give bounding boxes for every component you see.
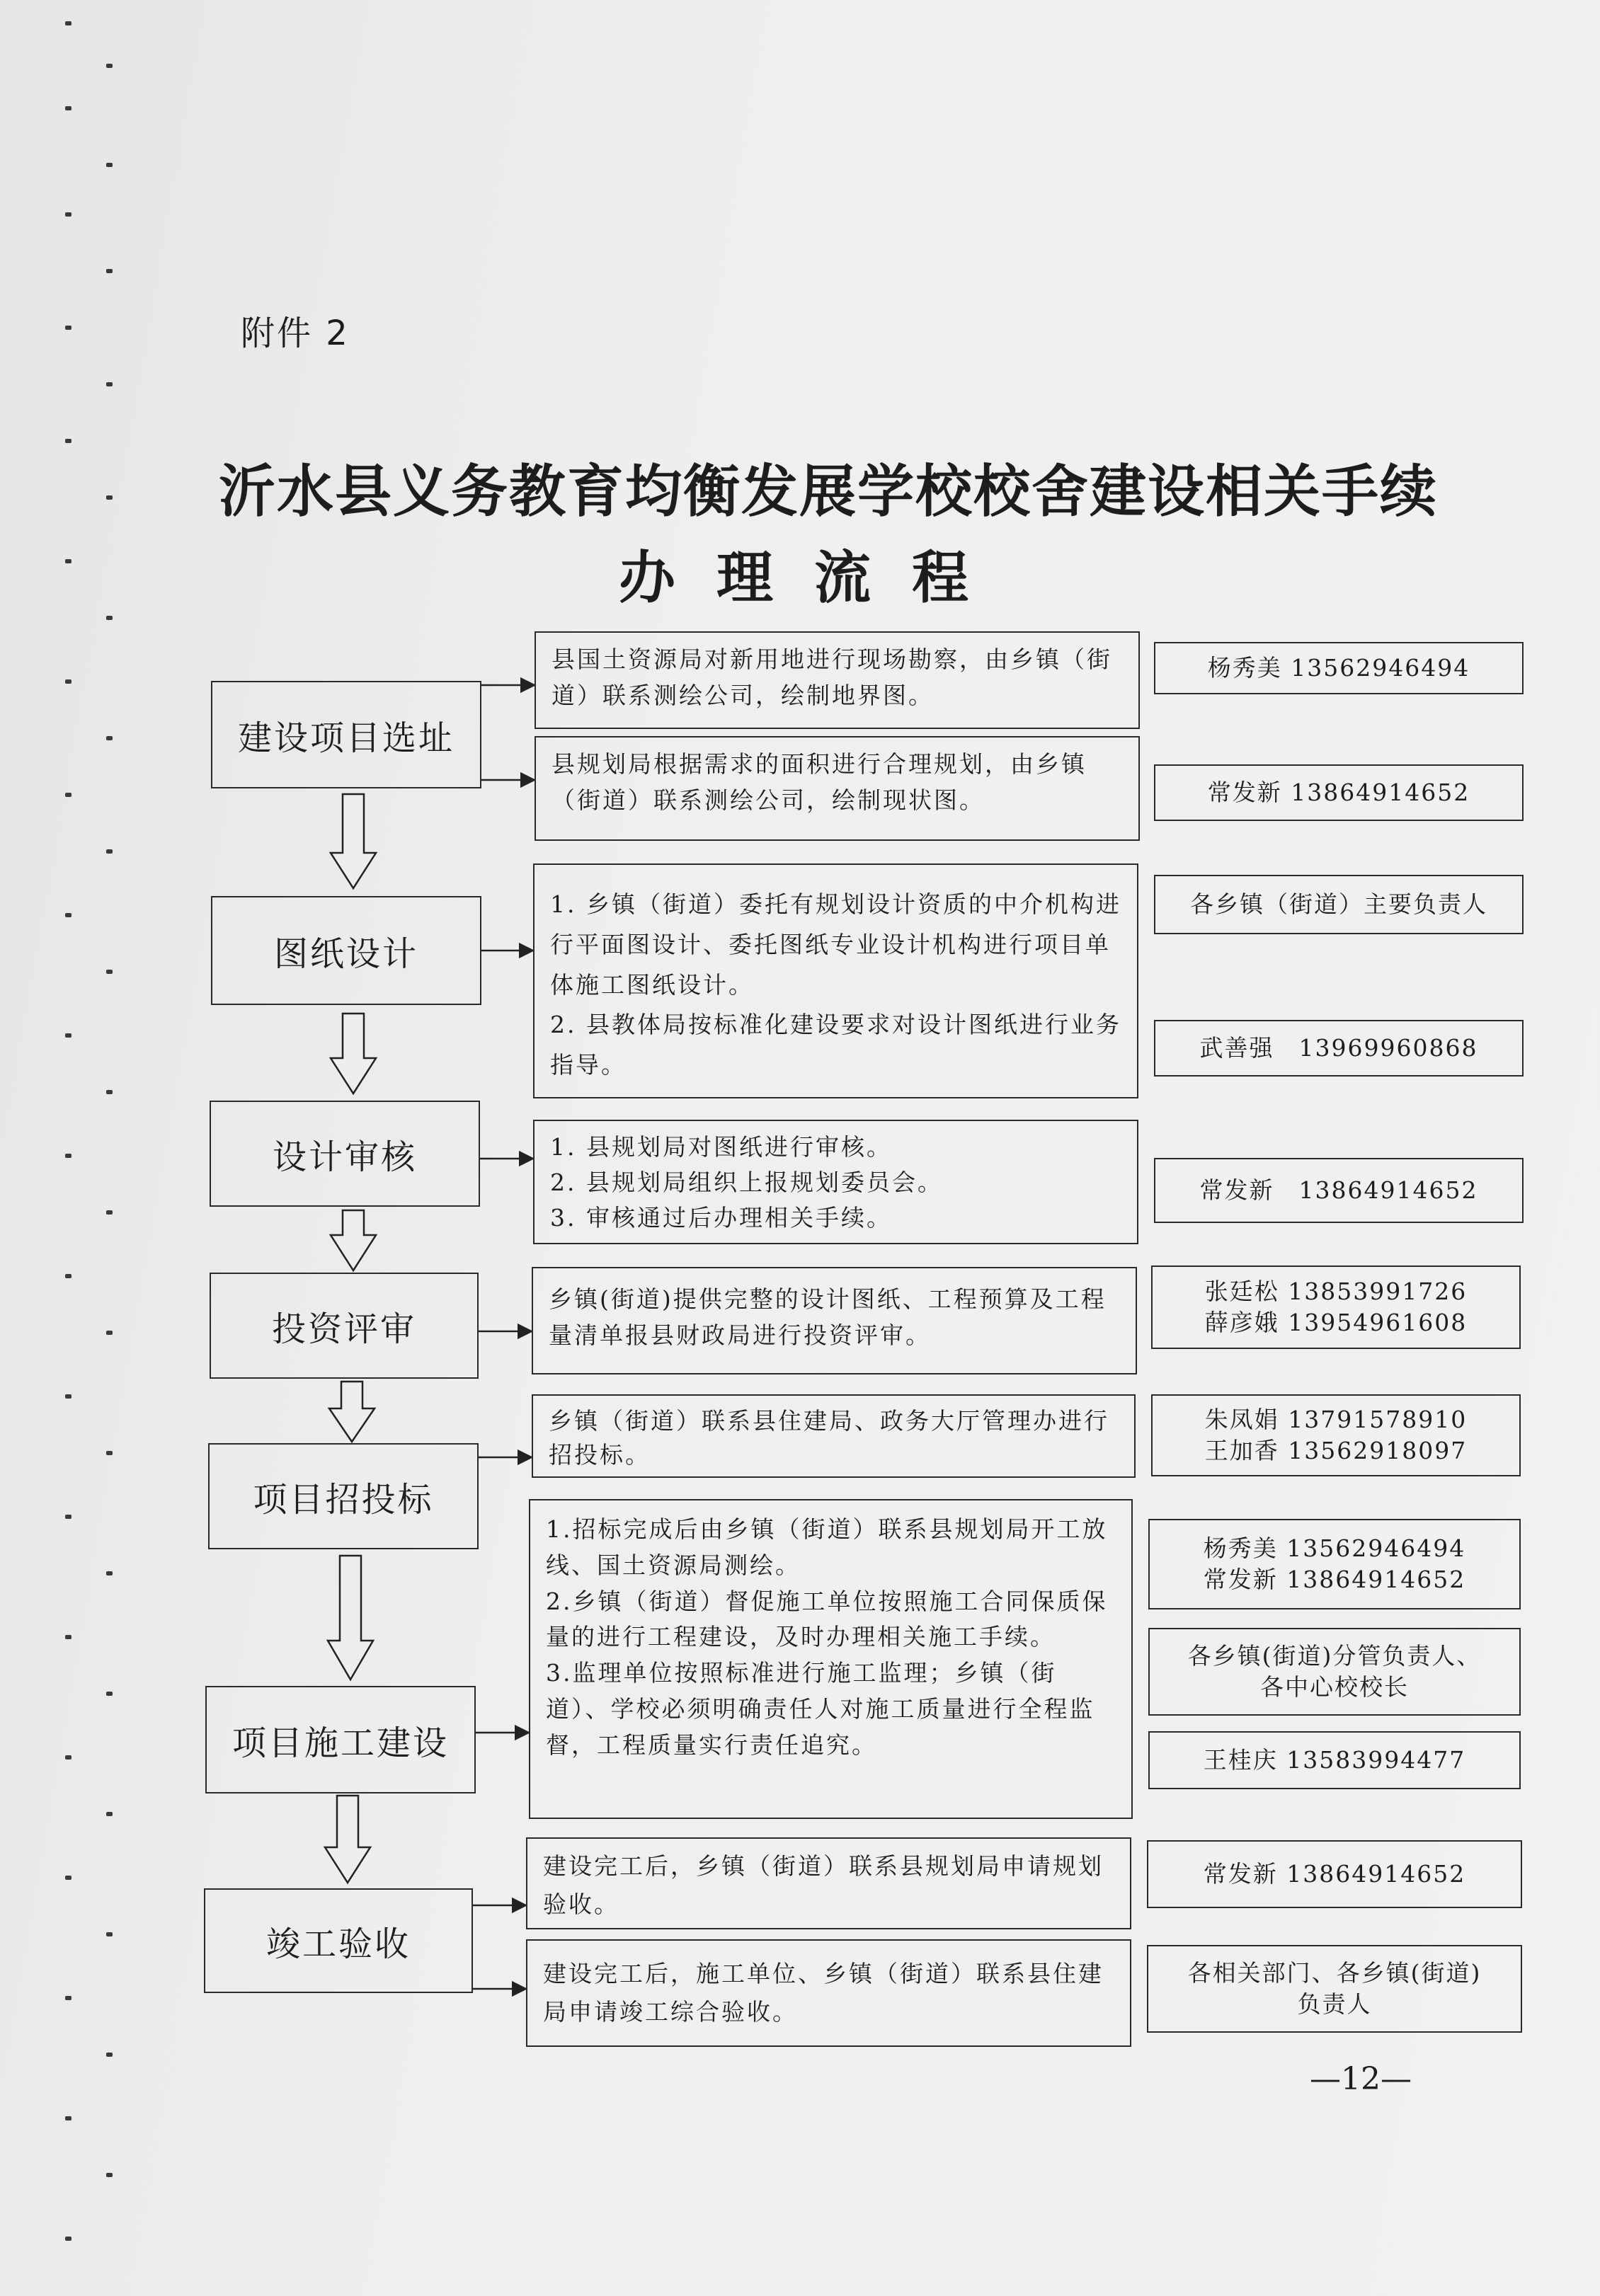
step-description: 县规划局根据需求的面积进行合理规划，由乡镇（街道）联系测绘公司，绘制现状图。 — [535, 736, 1140, 841]
step-box: 投资评审 — [210, 1273, 479, 1379]
step-description: 乡镇(街道)提供完整的设计图纸、工程预算及工程量清单报县财政局进行投资评审。 — [532, 1267, 1137, 1374]
contact-box: 常发新 13864914652 — [1154, 764, 1524, 821]
arrow-down — [331, 1014, 376, 1094]
step-box: 项目施工建设 — [205, 1686, 476, 1793]
contact-box: 各乡镇（街道）主要负责人 — [1154, 875, 1524, 934]
page-number: —12— — [1310, 2061, 1412, 2097]
contact-box: 武善强 13969960868 — [1154, 1020, 1524, 1077]
arrow-down — [329, 1382, 375, 1442]
contact-box: 常发新 13864914652 — [1154, 1158, 1524, 1223]
document-title: 沂水县义务教育均衡发展学校校舍建设相关手续 — [219, 458, 1438, 524]
arrow-down — [325, 1796, 370, 1883]
step-description: 建设完工后，乡镇（街道）联系县规划局申请规划验收。 — [526, 1837, 1131, 1929]
step-box: 图纸设计 — [211, 896, 481, 1005]
arrow-down — [328, 1556, 373, 1680]
contact-box: 张廷松 13853991726 薛彦娥 13954961608 — [1151, 1265, 1521, 1349]
step-box: 项目招投标 — [208, 1443, 479, 1549]
arrow-down — [331, 794, 376, 888]
step-box: 设计审核 — [210, 1101, 480, 1207]
arrow-down — [331, 1210, 376, 1270]
step-description: 建设完工后，施工单位、乡镇（街道）联系县住建局申请竣工综合验收。 — [526, 1939, 1131, 2047]
step-box: 建设项目选址 — [211, 681, 481, 788]
contact-box: 杨秀美 13562946494 常发新 13864914652 — [1148, 1519, 1521, 1609]
contact-box: 王桂庆 13583994477 — [1148, 1731, 1521, 1789]
step-description: 1.招标完成后由乡镇（街道）联系县规划局开工放线、国土资源局测绘。 2.乡镇（街道）督促施工单位按照施工合同保质保量的进行工程建设，及时办理相关施工手续。 3.监理单位按照标准进行施工监理；乡镇（街道）、学校必须明确责任人对施工质量进行全程监督，工程质量实行责任追究。 — [529, 1499, 1133, 1819]
contact-box: 各相关部门、各乡镇(街道) 负责人 — [1147, 1945, 1522, 2033]
step-box: 竣工验收 — [204, 1888, 473, 1993]
step-description: 1. 县规划局对图纸进行审核。 2. 县规划局组织上报规划委员会。 3. 审核通过后办理相关手续。 — [533, 1120, 1138, 1244]
attachment-label: 附件 2 — [241, 314, 350, 353]
contact-box: 常发新 13864914652 — [1147, 1840, 1522, 1908]
step-description: 乡镇（街道）联系县住建局、政务大厅管理办进行招投标。 — [532, 1394, 1136, 1478]
step-description: 县国土资源局对新用地进行现场勘察，由乡镇（街道）联系测绘公司，绘制地界图。 — [535, 631, 1140, 729]
document-subtitle: 办理流程 — [619, 544, 1010, 611]
contact-box: 各乡镇(街道)分管负责人、 各中心校校长 — [1148, 1628, 1521, 1716]
contact-box: 杨秀美 13562946494 — [1154, 642, 1524, 694]
step-description: 1. 乡镇（街道）委托有规划设计资质的中介机构进行平面图设计、委托图纸专业设计机构进行项目单体施工图纸设计。 2. 县教体局按标准化建设要求对设计图纸进行业务指导。 — [533, 863, 1138, 1098]
contact-box: 朱凤娟 13791578910 王加香 13562918097 — [1151, 1394, 1521, 1476]
